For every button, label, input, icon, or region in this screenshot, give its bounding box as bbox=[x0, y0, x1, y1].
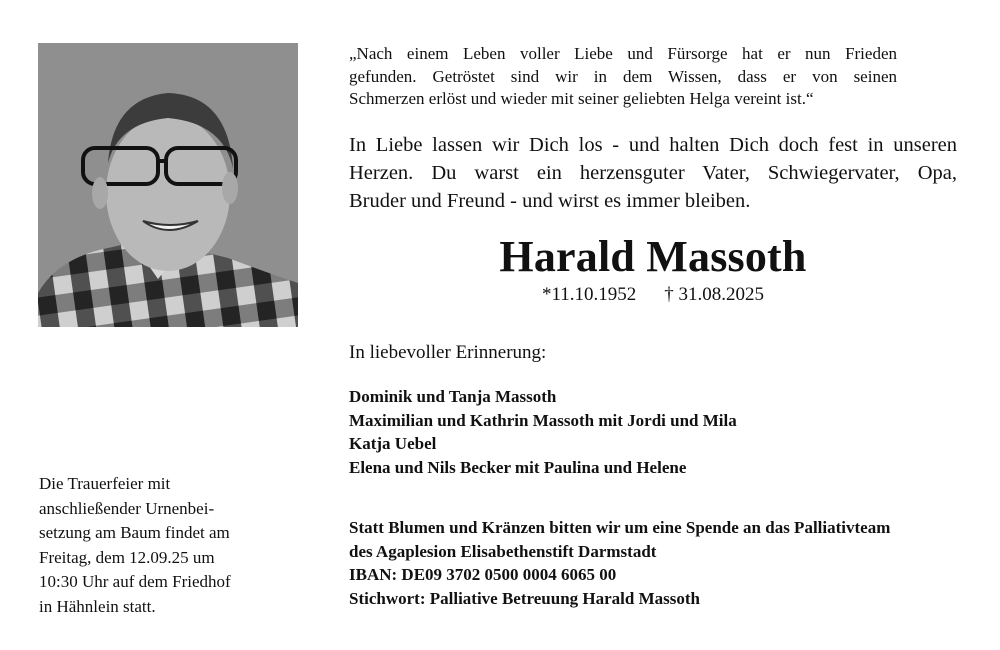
intro-line: Bruder und Freund - und wirst es immer bleiben. bbox=[349, 190, 751, 212]
quote-line: gefunden. Getröstet sind wir in dem Wissen, dass er von seinen bbox=[349, 66, 897, 86]
donation-keyword: Stichwort: Palliative Betreuung Harald Massoth bbox=[349, 588, 700, 608]
intro-line: Herzen. Du warst ein herzensguter Vater, Schwiegervater, Opa, bbox=[349, 162, 957, 184]
family-member: Dominik und Tanja Massoth bbox=[349, 387, 557, 406]
quote-line: Schmerzen erlöst und wieder mit seiner geliebten Helga vereint ist.“ bbox=[349, 89, 814, 108]
intro-line: In Liebe lassen wir Dich los - und halten Dich doch fest in unseren bbox=[349, 134, 957, 156]
ceremony-line: in Hähnlein statt. bbox=[39, 596, 156, 616]
ceremony-line: 10:30 Uhr auf dem Friedhof bbox=[39, 572, 231, 591]
family-member: Katja Uebel bbox=[349, 434, 437, 453]
quote-line: „Nach einem Leben voller Liebe und Fürsorge hat er nun Frieden bbox=[349, 44, 897, 63]
family-member: Elena und Nils Becker mit Paulina und Helene bbox=[349, 457, 687, 477]
life-dates bbox=[349, 283, 957, 307]
ceremony-line: anschließender Urnenbei- bbox=[39, 498, 215, 518]
ceremony-line: Freitag, dem 12.09.25 um bbox=[39, 547, 215, 567]
portrait-photo bbox=[38, 43, 298, 327]
ceremony-line: setzung am Baum findet am bbox=[39, 523, 230, 542]
memory-heading: In liebevoller Erinnerung: bbox=[349, 342, 547, 363]
deceased-name: Harald Massoth bbox=[499, 232, 807, 281]
donation-line: Statt Blumen und Kränzen bitten wir um eine Spende an das Palliativteam bbox=[349, 518, 891, 537]
intro-text bbox=[349, 131, 957, 215]
ceremony-info bbox=[39, 472, 299, 619]
quote-text bbox=[349, 43, 897, 111]
ceremony-line: Die Trauerfeier mit bbox=[39, 474, 171, 493]
donation-iban: IBAN: DE09 3702 0500 0004 6065 00 bbox=[349, 565, 617, 584]
donation-line: des Agaplesion Elisabethenstift Darmstadt bbox=[349, 541, 657, 561]
family-member: Maximilian und Kathrin Massoth mit Jordi und Mila bbox=[349, 410, 737, 430]
death-date: † 31.08.2025 bbox=[664, 284, 765, 305]
donation-info bbox=[349, 516, 890, 610]
birth-date: *11.10.1952 bbox=[541, 284, 637, 305]
family-list bbox=[349, 385, 737, 479]
